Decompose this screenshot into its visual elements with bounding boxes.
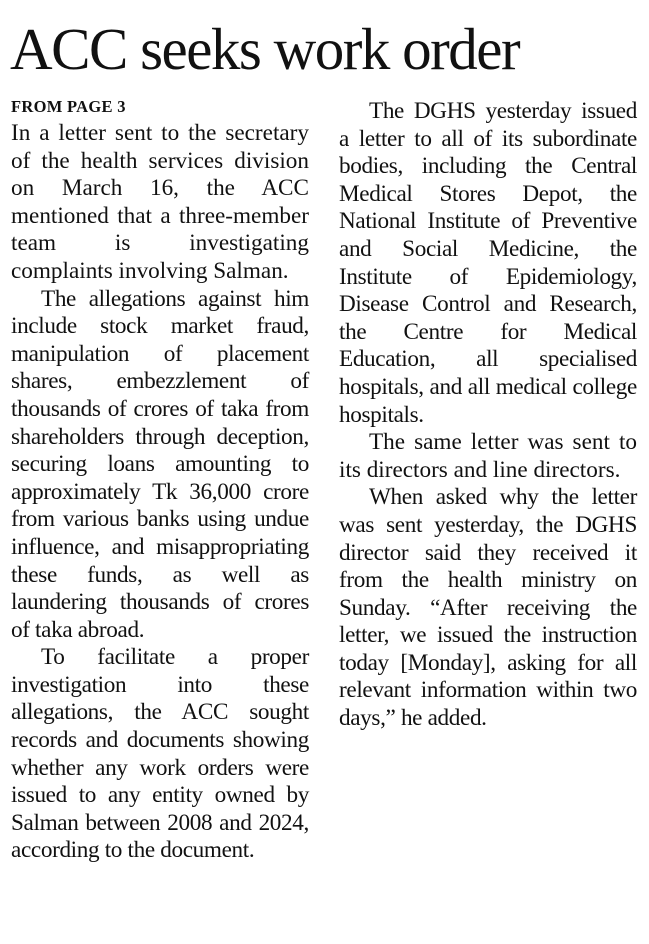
headline: ACC seeks work order (10, 16, 520, 82)
article-column-2 (339, 98, 637, 733)
paragraph-2: The allegations against him include stock market fraud, manipulation of placement shares, embezzlement of thousands of crores of taka from shareholders through deception, securing loans amounting to approximately Tk 36,000 crore from various banks using undue influence, and misappropriating these funds, as well as laundering thousands of crores of taka abroad. (11, 285, 309, 643)
paragraph-5: The same letter was sent to its directors and line directors. (339, 429, 637, 483)
paragraph-1: In a letter sent to the secretary of the health services division on March 16, the ACC mentioned that a three-member team is investigating complaints involving Salman. (11, 120, 309, 284)
jump-line: FROM PAGE 3 (11, 97, 126, 116)
paragraph-3: To facilitate a proper investigation into these allegations, the ACC sought records and documents showing whether any work orders were issued to any entity owned by Salman between 2008 and 2024, according to the document. (11, 644, 309, 864)
article-column-1 (11, 120, 309, 865)
paragraph-6: When asked why the letter was sent yesterday, the DGHS director said they received it from the health ministry on Sunday. “After receiving the letter, we issued the instruction today [Monday], asking for all relevant information within two days,” he added. (339, 484, 637, 732)
paragraph-4: The DGHS yesterday issued a letter to all of its subordinate bodies, including the Central Medical Stores Depot, the National Institute of Preventive and Social Medicine, the Institute of Epidemiology, Disease Control and Research, the Centre for Medical Education, all specialised hospitals, and all medical college hospitals. (339, 98, 637, 428)
